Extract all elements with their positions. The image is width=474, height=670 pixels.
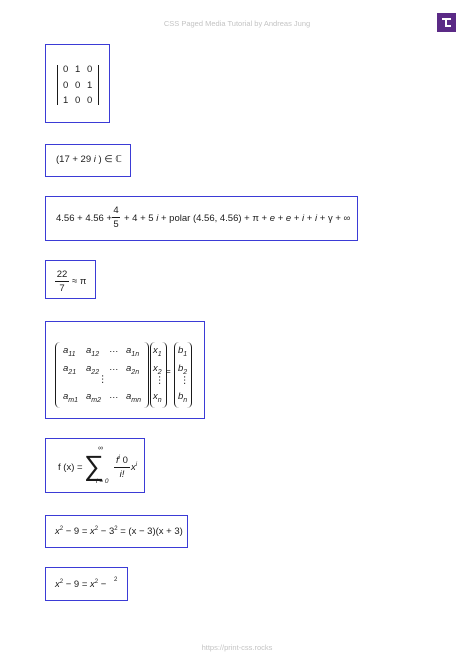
equation-sum-constants (45, 196, 358, 241)
matrix-cell: 1 (87, 80, 93, 91)
expr-text: $x^2 - 9 = x^2 - 3^2 = (x - 3)(x + 3)$ (55, 525, 183, 537)
matrix-cell: 0 (75, 95, 81, 106)
matrix-cell: 0 (87, 64, 93, 75)
fraction: 4 5 (113, 205, 119, 230)
equation-complex (45, 144, 131, 177)
equation-permutation-matrix (45, 44, 110, 123)
matrix-cell: 1 (63, 95, 69, 106)
expr-text: 4.56 + 4.56 + (56, 213, 112, 224)
expr-text: + 4 + 5 i + polar (4.56, 4.56) + π + e + e + i + i + γ + ∞ (124, 213, 351, 224)
equation-difference-of-squares (45, 515, 188, 548)
expr-text: $x^2 - 9 = x^2$ − (55, 578, 107, 590)
equation-pi-approx (45, 260, 96, 299)
equation-series: f (x) = ∑ ∞ i = 0 $f^i$ 0 i! $x^i$ (45, 438, 145, 493)
matrix-cell: 0 (87, 95, 93, 106)
print-css-logo-icon (437, 13, 456, 32)
matrix-cell: 0 (75, 80, 81, 91)
expr-text: ≈ π (72, 276, 87, 287)
matrix-cell: 0 (63, 64, 69, 75)
running-header: CSS Paged Media Tutorial by Andreas Jung (163, 19, 311, 28)
equation-partial: $x^2 - 9 = x^2$ − 2 (45, 567, 128, 601)
fraction: 22 7 (56, 269, 68, 294)
matrix-cell: 0 (63, 80, 69, 91)
equation-linear-system: $a_{11}$ $a_{12}$ … $a_{1n}$ $a_{21}$ $a_{22}$ … $a_{2n}$ ⋮ $a_{m1}$ $a_{m2}$ … $a_{mn}$ $x_1$ $x_2$ ⋮ $x_n$ = $b_1$ $b_2$ ⋮ $b_n$ (45, 321, 205, 419)
matrix-cell: 1 (75, 64, 81, 75)
running-footer: https://print-css.rocks (201, 643, 273, 652)
sigma-symbol: ∑ (84, 450, 104, 481)
expr-text: (17 + 29 i ) ∈ ℂ (56, 154, 122, 165)
fraction: $f^i$ 0 i! (114, 456, 130, 479)
